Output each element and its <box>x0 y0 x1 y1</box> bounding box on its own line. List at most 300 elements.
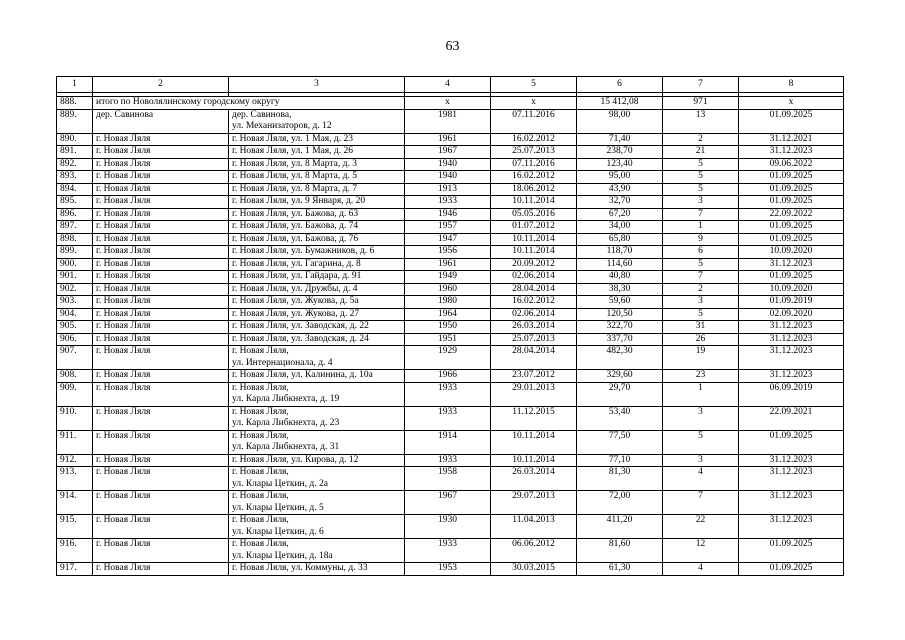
address-line: г. Новая Ляля, ул. Бажова, д. 76 <box>232 233 359 244</box>
column-number: 1 <box>57 77 93 93</box>
area-cell: 61,30 <box>577 563 663 576</box>
settlement-cell: г. Новая Ляля <box>93 246 229 259</box>
row-number-cell: 911. <box>57 430 93 454</box>
area-cell: 98,00 <box>577 109 663 133</box>
address-cell <box>229 491 405 515</box>
inspection-date-cell: 29.01.2013 <box>491 382 577 406</box>
address-line: г. Новая Ляля, ул. Бумажников, д. 6 <box>232 246 375 256</box>
table-row <box>57 146 844 159</box>
area-cell: 322,70 <box>577 321 663 334</box>
table-row <box>57 308 844 321</box>
table-row <box>57 221 844 234</box>
residents-cell: 3 <box>663 454 739 467</box>
address-cell <box>229 333 405 346</box>
row-number-cell: 913. <box>57 467 93 491</box>
table-row <box>57 158 844 171</box>
year-built-cell: 1940 <box>405 158 491 171</box>
address-cell <box>229 158 405 171</box>
area-cell: 411,20 <box>577 515 663 539</box>
year-built-cell: 1980 <box>405 296 491 309</box>
address-cell <box>229 308 405 321</box>
deadline-date-cell: 01.09.2025 <box>739 109 844 133</box>
row-number-cell: 908. <box>57 370 93 383</box>
year-built-cell: 1933 <box>405 454 491 467</box>
address-line: г. Новая Ляля, ул. Гагарина, д. 8 <box>232 258 361 269</box>
area-cell: 81,60 <box>577 539 663 563</box>
address-cell <box>229 515 405 539</box>
column-number-row <box>57 77 844 93</box>
settlement-cell: г. Новая Ляля <box>93 196 229 209</box>
table-row <box>57 171 844 184</box>
inspection-date-cell: 16.02.2012 <box>491 171 577 184</box>
year-built-cell: 1946 <box>405 208 491 221</box>
year-built-cell: 1933 <box>405 196 491 209</box>
table-row <box>57 258 844 271</box>
settlement-cell: г. Новая Ляля <box>93 258 229 271</box>
deadline-date-cell: 01.09.2025 <box>739 430 844 454</box>
table-row <box>57 467 844 491</box>
year-built-cell: 1940 <box>405 171 491 184</box>
column-number: 6 <box>577 77 663 93</box>
area-cell: 114,60 <box>577 258 663 271</box>
settlement-cell: г. Новая Ляля <box>93 321 229 334</box>
address-cell <box>229 382 405 406</box>
row-number-cell: 896. <box>57 208 93 221</box>
inspection-date-cell: 11.12.2015 <box>491 406 577 430</box>
row-number-cell: 888. <box>57 97 93 110</box>
inspection-date-cell: 10.11.2014 <box>491 430 577 454</box>
area-cell: 95,00 <box>577 171 663 184</box>
residents-cell: 19 <box>663 346 739 370</box>
residents-cell: 5 <box>663 430 739 454</box>
inspection-date-cell: 05.05.2016 <box>491 208 577 221</box>
row-number-cell: 893. <box>57 171 93 184</box>
year-built-cell: 1929 <box>405 346 491 370</box>
settlement-cell: г. Новая Ляля <box>93 208 229 221</box>
table-row <box>57 271 844 284</box>
settlement-cell: г. Новая Ляля <box>93 133 229 146</box>
inspection-date-cell: 25.07.2013 <box>491 146 577 159</box>
table-row <box>57 406 844 430</box>
settlement-cell: г. Новая Ляля <box>93 430 229 454</box>
row-number-cell: 890. <box>57 133 93 146</box>
address-cell <box>229 246 405 259</box>
table-row <box>57 133 844 146</box>
inspection-date-cell: 16.02.2012 <box>491 133 577 146</box>
residents-cell: 3 <box>663 296 739 309</box>
address-cell <box>229 430 405 454</box>
row-number-cell: 912. <box>57 454 93 467</box>
residents-cell: 7 <box>663 208 739 221</box>
housing-register-table <box>56 76 844 576</box>
address-cell <box>229 563 405 576</box>
settlement-cell: г. Новая Ляля <box>93 563 229 576</box>
address-line: г. Новая Ляля, ул. Коммуны, д. 33 <box>232 563 368 573</box>
inspection-date-cell: 10.11.2014 <box>491 233 577 246</box>
address-cell <box>229 146 405 159</box>
row-number-cell: 914. <box>57 491 93 515</box>
address-line: г. Новая Ляля, <box>232 467 289 477</box>
row-number-cell: 903. <box>57 296 93 309</box>
table-row <box>57 454 844 467</box>
address-cell <box>229 221 405 234</box>
settlement-cell: г. Новая Ляля <box>93 296 229 309</box>
address-line: ул. Интернационала, д. 4 <box>232 357 333 368</box>
table-row <box>57 246 844 259</box>
total-label-cell: итого по Новолялинскому городскому округу <box>93 97 405 110</box>
settlement-cell: г. Новая Ляля <box>93 233 229 246</box>
column-number: 3 <box>229 77 405 93</box>
year-built-cell: 1933 <box>405 539 491 563</box>
settlement-cell: г. Новая Ляля <box>93 183 229 196</box>
inspection-date-cell: 07.11.2016 <box>491 109 577 133</box>
residents-cell: 7 <box>663 271 739 284</box>
inspection-date-cell: 10.11.2014 <box>491 454 577 467</box>
residents-cell: 5 <box>663 158 739 171</box>
address-cell <box>229 183 405 196</box>
row-number-cell: 891. <box>57 146 93 159</box>
address-line: ул. Карла Либкнехта, д. 19 <box>232 394 340 404</box>
deadline-date-cell: 22.09.2021 <box>739 406 844 430</box>
year-built-cell: 1981 <box>405 109 491 133</box>
inspection-date-cell: 06.06.2012 <box>491 539 577 563</box>
area-cell: 77,10 <box>577 454 663 467</box>
area-cell: 238,70 <box>577 146 663 159</box>
year-built-cell: 1957 <box>405 221 491 234</box>
address-cell <box>229 233 405 246</box>
deadline-date-cell: 31.12.2023 <box>739 258 844 271</box>
deadline-date-cell: 09.06.2022 <box>739 158 844 171</box>
deadline-date-cell: 31.12.2023 <box>739 491 844 515</box>
inspection-date-cell: 28.04.2014 <box>491 346 577 370</box>
deadline-date-cell: 01.09.2025 <box>739 221 844 234</box>
address-cell <box>229 406 405 430</box>
address-line: г. Новая Ляля, ул. Гайдара, д. 91 <box>232 271 362 281</box>
table-row <box>57 430 844 454</box>
area-cell: 482,30 <box>577 346 663 370</box>
inspection-date-cell: 02.06.2014 <box>491 308 577 321</box>
row-number-cell: 916. <box>57 539 93 563</box>
address-line: г. Новая Ляля, ул. 9 Января, д. 20 <box>232 196 366 206</box>
address-line: г. Новая Ляля, <box>232 491 289 501</box>
table-row <box>57 183 844 196</box>
deadline-date-cell: 01.09.2025 <box>739 563 844 576</box>
inspection-date-cell: 01.07.2012 <box>491 221 577 234</box>
residents-cell: 6 <box>663 246 739 259</box>
table-row <box>57 346 844 370</box>
year-built-cell: 1956 <box>405 246 491 259</box>
address-cell <box>229 370 405 383</box>
row-number-cell: 898. <box>57 233 93 246</box>
residents-cell: 5 <box>663 171 739 184</box>
address-cell <box>229 208 405 221</box>
area-cell: 65,80 <box>577 233 663 246</box>
deadline-date-cell: 31.12.2023 <box>739 370 844 383</box>
address-cell <box>229 321 405 334</box>
deadline-date-cell: 31.12.2023 <box>739 146 844 159</box>
table-row <box>57 296 844 309</box>
address-line: ул. Карла Либкнехта, д. 23 <box>232 418 340 428</box>
address-line: г. Новая Ляля, <box>232 430 289 441</box>
area-cell: 118,70 <box>577 246 663 259</box>
residents-cell: 12 <box>663 539 739 563</box>
residents-cell: 5 <box>663 183 739 196</box>
table-row <box>57 370 844 383</box>
address-cell <box>229 539 405 563</box>
address-line: г. Новая Ляля, ул. Бажова, д. 63 <box>232 208 359 219</box>
inspection-date-cell: 10.11.2014 <box>491 196 577 209</box>
year-built-cell: 1930 <box>405 515 491 539</box>
residents-cell: 21 <box>663 146 739 159</box>
year-built-cell: 1967 <box>405 146 491 159</box>
residents-cell: 1 <box>663 221 739 234</box>
address-cell <box>229 454 405 467</box>
residents-cell: 23 <box>663 370 739 383</box>
area-cell: 71,40 <box>577 133 663 146</box>
deadline-date-cell: 31.12.2023 <box>739 321 844 334</box>
deadline-date-cell: 06.09.2019 <box>739 382 844 406</box>
residents-cell: 4 <box>663 467 739 491</box>
address-line: ул. Механизаторов, д. 12 <box>232 121 332 131</box>
inspection-date-cell: 26.03.2014 <box>491 321 577 334</box>
residents-cell: 2 <box>663 133 739 146</box>
residents-cell: 4 <box>663 563 739 576</box>
column-number: 8 <box>739 77 844 93</box>
table-row <box>57 233 844 246</box>
row-number-cell: 901. <box>57 271 93 284</box>
column-number: 7 <box>663 77 739 93</box>
address-line: ул. Карла Либкнехта, д. 31 <box>232 442 340 452</box>
year-built-cell: 1966 <box>405 370 491 383</box>
settlement-cell: г. Новая Ляля <box>93 346 229 370</box>
address-cell <box>229 109 405 133</box>
inspection-date-cell: 30.03.2015 <box>491 563 577 576</box>
deadline-date-cell: 10.09.2020 <box>739 246 844 259</box>
address-line: г. Новая Ляля, <box>232 515 289 525</box>
settlement-cell: г. Новая Ляля <box>93 271 229 284</box>
year-built-cell: 1961 <box>405 133 491 146</box>
residents-cell: 31 <box>663 321 739 334</box>
settlement-cell: г. Новая Ляля <box>93 454 229 467</box>
column-number: 4 <box>405 77 491 93</box>
deadline-date-cell: 31.12.2023 <box>739 515 844 539</box>
row-number-cell: 910. <box>57 406 93 430</box>
deadline-date-cell: 31.12.2021 <box>739 133 844 146</box>
year-built-cell: x <box>405 97 491 110</box>
table-row <box>57 321 844 334</box>
residents-cell: 13 <box>663 109 739 133</box>
inspection-date-cell: 25.07.2013 <box>491 333 577 346</box>
area-cell: 43,90 <box>577 183 663 196</box>
row-number-cell: 894. <box>57 183 93 196</box>
page-number: 63 <box>445 39 460 54</box>
year-built-cell: 1914 <box>405 430 491 454</box>
year-built-cell: 1950 <box>405 321 491 334</box>
address-line: г. Новая Ляля, ул. Калинина, д. 10а <box>232 370 373 380</box>
area-cell: 123,40 <box>577 158 663 171</box>
address-line: ул. Клары Цеткин, д. 5 <box>232 502 324 513</box>
area-cell: 67,20 <box>577 208 663 221</box>
row-number-cell: 917. <box>57 563 93 576</box>
area-cell: 59,60 <box>577 296 663 309</box>
settlement-cell: г. Новая Ляля <box>93 333 229 346</box>
area-cell: 120,50 <box>577 308 663 321</box>
year-built-cell: 1951 <box>405 333 491 346</box>
address-line: г. Новая Ляля, <box>232 539 289 549</box>
inspection-date-cell: 20.09.2012 <box>491 258 577 271</box>
deadline-date-cell: 01.09.2019 <box>739 296 844 309</box>
year-built-cell: 1958 <box>405 467 491 491</box>
settlement-cell: дер. Савинова <box>93 109 229 133</box>
area-cell: 77,50 <box>577 430 663 454</box>
address-cell <box>229 171 405 184</box>
settlement-cell: г. Новая Ляля <box>93 171 229 184</box>
settlement-cell: г. Новая Ляля <box>93 283 229 296</box>
row-number-cell: 889. <box>57 109 93 133</box>
settlement-cell: г. Новая Ляля <box>93 221 229 234</box>
year-built-cell: 1947 <box>405 233 491 246</box>
row-number-cell: 905. <box>57 321 93 334</box>
row-number-cell: 915. <box>57 515 93 539</box>
residents-cell: 3 <box>663 196 739 209</box>
year-built-cell: 1967 <box>405 491 491 515</box>
address-line: г. Новая Ляля, ул. 1 Мая, д. 26 <box>232 146 353 156</box>
row-number-cell: 907. <box>57 346 93 370</box>
table-row <box>57 491 844 515</box>
address-line: г. Новая Ляля, <box>232 382 289 393</box>
inspection-date-cell: 16.02.2012 <box>491 296 577 309</box>
year-built-cell: 1961 <box>405 258 491 271</box>
year-built-cell: 1964 <box>405 308 491 321</box>
deadline-date-cell: x <box>739 97 844 110</box>
settlement-cell: г. Новая Ляля <box>93 382 229 406</box>
address-line: ул. Клары Цеткин, д. 18а <box>232 550 333 561</box>
inspection-date-cell: 02.06.2014 <box>491 271 577 284</box>
area-cell: 81,30 <box>577 467 663 491</box>
column-number: 5 <box>491 77 577 93</box>
residents-cell: 5 <box>663 308 739 321</box>
table-row <box>57 109 844 133</box>
inspection-date-cell: x <box>491 97 577 110</box>
residents-cell: 971 <box>663 97 739 110</box>
address-cell <box>229 258 405 271</box>
address-line: г. Новая Ляля, ул. 1 Мая, д. 23 <box>232 133 353 144</box>
settlement-cell: г. Новая Ляля <box>93 515 229 539</box>
row-number-cell: 902. <box>57 283 93 296</box>
residents-cell: 9 <box>663 233 739 246</box>
year-built-cell: 1913 <box>405 183 491 196</box>
address-cell <box>229 283 405 296</box>
area-cell: 34,00 <box>577 221 663 234</box>
deadline-date-cell: 10.09.2020 <box>739 283 844 296</box>
address-line: г. Новая Ляля, <box>232 346 289 356</box>
table-row <box>57 208 844 221</box>
deadline-date-cell: 31.12.2023 <box>739 333 844 346</box>
residents-cell: 5 <box>663 258 739 271</box>
address-line: ул. Клары Цеткин, д. 2а <box>232 478 328 489</box>
residents-cell: 1 <box>663 382 739 406</box>
address-line: г. Новая Ляля, ул. 8 Марта, д. 3 <box>232 158 357 169</box>
row-number-cell: 895. <box>57 196 93 209</box>
column-number: 2 <box>93 77 229 93</box>
address-line: г. Новая Ляля, <box>232 406 289 417</box>
address-cell <box>229 346 405 370</box>
settlement-cell: г. Новая Ляля <box>93 539 229 563</box>
deadline-date-cell: 01.09.2025 <box>739 196 844 209</box>
inspection-date-cell: 28.04.2014 <box>491 283 577 296</box>
settlement-cell: г. Новая Ляля <box>93 370 229 383</box>
settlement-cell: г. Новая Ляля <box>93 467 229 491</box>
year-built-cell: 1933 <box>405 382 491 406</box>
address-line: г. Новая Ляля, ул. Жукова, д. 27 <box>232 308 360 319</box>
area-cell: 15 412,08 <box>577 97 663 110</box>
address-line: г. Новая Ляля, ул. Кирова, д. 12 <box>232 454 359 465</box>
table-row <box>57 563 844 576</box>
address-line: г. Новая Ляля, ул. 8 Марта, д. 5 <box>232 171 357 181</box>
address-line: г. Новая Ляля, ул. 8 Марта, д. 7 <box>232 183 357 194</box>
address-line: дер. Савинова, <box>232 109 292 120</box>
address-line: ул. Клары Цеткин, д. 6 <box>232 526 324 537</box>
deadline-date-cell: 01.09.2025 <box>739 171 844 184</box>
year-built-cell: 1949 <box>405 271 491 284</box>
table-row <box>57 196 844 209</box>
deadline-date-cell: 01.09.2025 <box>739 539 844 563</box>
year-built-cell: 1960 <box>405 283 491 296</box>
residents-cell: 22 <box>663 515 739 539</box>
row-number-cell: 899. <box>57 246 93 259</box>
table-row <box>57 333 844 346</box>
table-row <box>57 283 844 296</box>
inspection-date-cell: 29.07.2013 <box>491 491 577 515</box>
area-cell: 29,70 <box>577 382 663 406</box>
deadline-date-cell: 02.09.2020 <box>739 308 844 321</box>
inspection-date-cell: 23.07.2012 <box>491 370 577 383</box>
address-cell <box>229 196 405 209</box>
deadline-date-cell: 01.09.2025 <box>739 233 844 246</box>
year-built-cell: 1953 <box>405 563 491 576</box>
address-cell <box>229 271 405 284</box>
settlement-cell: г. Новая Ляля <box>93 146 229 159</box>
address-line: г. Новая Ляля, ул. Заводская, д. 22 <box>232 321 369 331</box>
inspection-date-cell: 18.06.2012 <box>491 183 577 196</box>
deadline-date-cell: 01.09.2025 <box>739 271 844 284</box>
area-cell: 32,70 <box>577 196 663 209</box>
row-number-cell: 897. <box>57 221 93 234</box>
row-number-cell: 906. <box>57 333 93 346</box>
settlement-cell: г. Новая Ляля <box>93 491 229 515</box>
residents-cell: 3 <box>663 406 739 430</box>
area-cell: 53,40 <box>577 406 663 430</box>
area-cell: 38,30 <box>577 283 663 296</box>
area-cell: 72,00 <box>577 491 663 515</box>
row-number-cell: 904. <box>57 308 93 321</box>
residents-cell: 7 <box>663 491 739 515</box>
inspection-date-cell: 10.11.2014 <box>491 246 577 259</box>
inspection-date-cell: 11.04.2013 <box>491 515 577 539</box>
deadline-date-cell: 31.12.2023 <box>739 454 844 467</box>
table-row <box>57 539 844 563</box>
area-cell: 337,70 <box>577 333 663 346</box>
address-cell <box>229 133 405 146</box>
deadline-date-cell: 22.09.2022 <box>739 208 844 221</box>
address-line: г. Новая Ляля, ул. Жукова, д. 5а <box>232 296 359 306</box>
settlement-cell: г. Новая Ляля <box>93 406 229 430</box>
address-line: г. Новая Ляля, ул. Бажова, д. 74 <box>232 221 359 231</box>
deadline-date-cell: 31.12.2023 <box>739 467 844 491</box>
settlement-cell: г. Новая Ляля <box>93 308 229 321</box>
residents-cell: 2 <box>663 283 739 296</box>
area-cell: 329,60 <box>577 370 663 383</box>
